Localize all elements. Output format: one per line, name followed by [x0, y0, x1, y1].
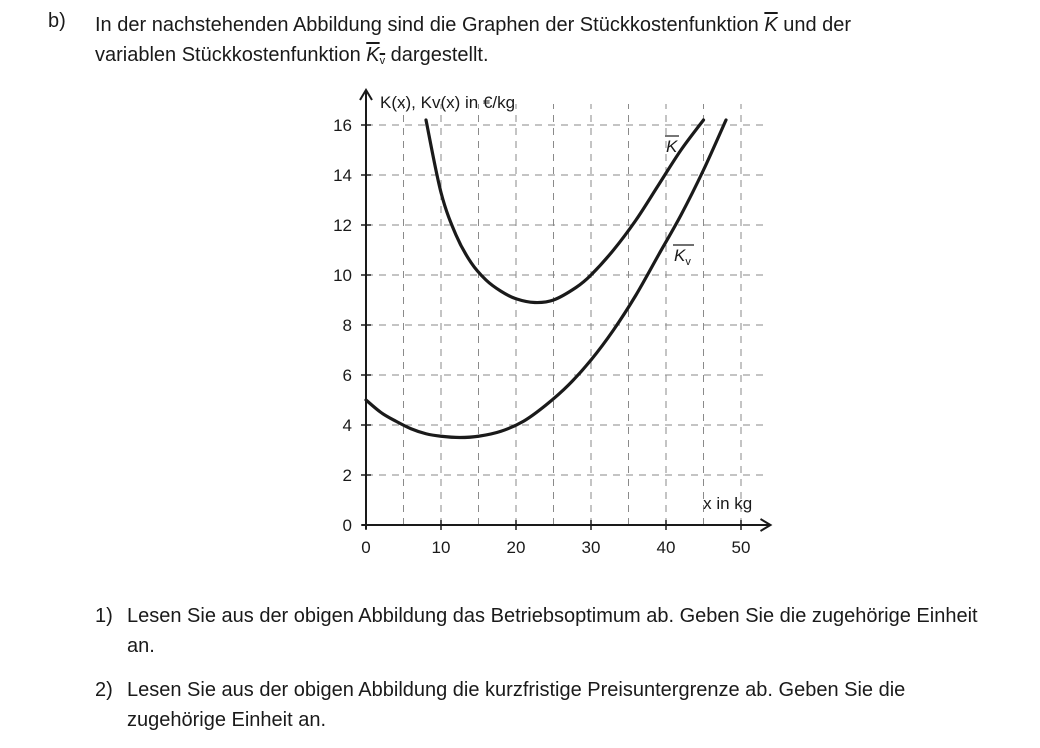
x-tick-label: 50 — [731, 538, 751, 557]
intro-line2-end: dargestellt. — [385, 44, 489, 66]
x-tick-label: 10 — [431, 538, 451, 557]
x-axis-label: x in kg — [703, 494, 753, 513]
x-tick-label: 30 — [581, 538, 601, 557]
question-2-text: Lesen Sie aus der obigen Abbildung die kurzfristige Preisuntergrenze ab. Geben Sie die zugehörige Einheit an. — [127, 679, 906, 731]
question-1-text: Lesen Sie aus der obigen Abbildung das Betriebsoptimum ab. Geben Sie die zugehörige Einheit an. — [127, 605, 978, 657]
question-2-number: 2) — [95, 679, 113, 701]
series-labels — [665, 136, 694, 268]
k-curve-label: K — [666, 137, 678, 156]
y-tick-label: 8 — [342, 316, 352, 335]
intro-line1-start: In der nachstehenden Abbildung sind die Graphen der Stückkostenfunktion — [95, 14, 765, 36]
y-tick-label: 16 — [333, 116, 352, 135]
series-line-kv — [366, 120, 726, 438]
question-1-number: 1) — [95, 605, 113, 627]
chart-ticks — [333, 116, 753, 557]
y-tick-label: 10 — [333, 266, 352, 285]
y-tick-label: 14 — [333, 166, 352, 185]
kv-curve-label: $K_v$ — [674, 246, 691, 268]
x-tick-label: 0 — [361, 538, 371, 557]
k-symbol: $\overline{K}$ — [764, 14, 778, 36]
x-tick-label: 40 — [656, 538, 676, 557]
y-tick-label: 2 — [342, 466, 352, 485]
x-tick-label: 20 — [506, 538, 526, 557]
intro-line1-end: und der — [777, 14, 852, 36]
y-axis-label: K(x), Kv(x) in €/kg — [380, 93, 516, 112]
chart-series — [366, 120, 726, 438]
y-tick-label: 4 — [342, 416, 352, 435]
task-letter: b) — [48, 10, 66, 32]
y-tick-label: 0 — [342, 516, 352, 535]
intro-line2-start: variablen Stückkostenfunktion — [95, 44, 367, 66]
y-tick-label: 6 — [342, 366, 352, 385]
kv-symbol: $K_v$ — [366, 44, 386, 67]
y-tick-label: 12 — [333, 216, 352, 235]
